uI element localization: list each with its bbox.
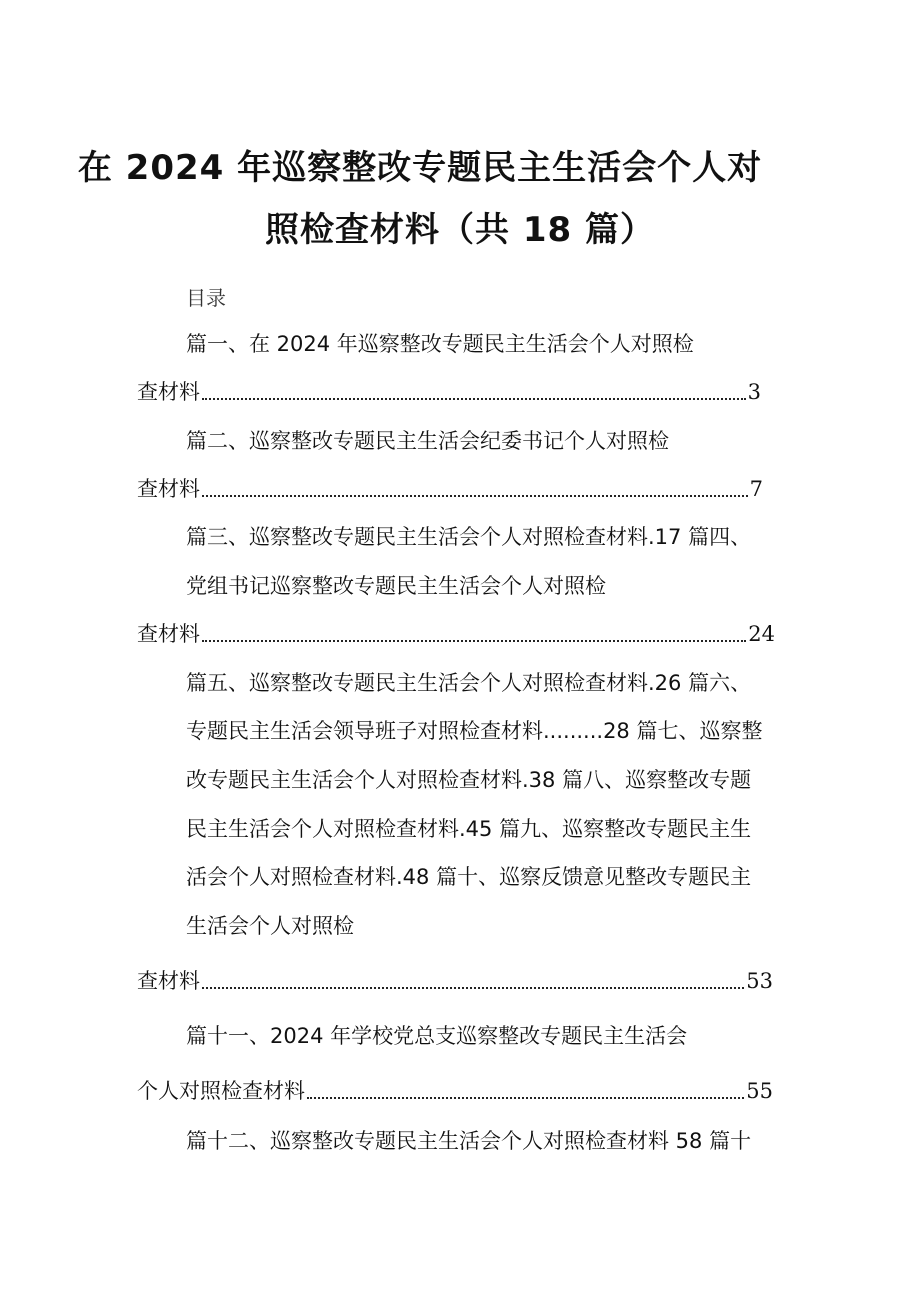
dot-leader — [202, 398, 746, 400]
document-title-line-1: 在 2024 年巡察整改专题民主生活会个人对 — [77, 148, 763, 188]
toc-entry-text: 查材料 — [137, 622, 200, 646]
toc-line: 篇二、巡察整改专题民主生活会纪委书记个人对照检 — [186, 429, 669, 453]
dot-leader — [307, 1097, 744, 1099]
toc-line: 篇三、巡察整改专题民主生活会个人对照检查材料.17 篇四、 — [186, 525, 752, 549]
toc-line: 篇五、巡察整改专题民主生活会个人对照检查材料.26 篇六、 — [186, 671, 752, 695]
toc-page-number: 24 — [748, 622, 775, 646]
toc-line: 党组书记巡察整改专题民主生活会个人对照检 — [186, 574, 606, 598]
toc-entry-text: 查材料 — [137, 969, 200, 993]
toc-line: 生活会个人对照检 — [186, 914, 354, 938]
toc-entry-row[interactable] — [137, 378, 761, 406]
toc-line: 改专题民主生活会个人对照检查材料.38 篇八、巡察整改专题 — [186, 768, 752, 792]
dot-leader — [202, 987, 744, 989]
toc-page-number: 7 — [749, 477, 763, 501]
dot-leader — [202, 495, 748, 497]
toc-page-number: 3 — [747, 380, 761, 404]
toc-entry-text: 查材料 — [137, 380, 200, 404]
toc-entry-row[interactable] — [137, 967, 773, 995]
toc-line: 专题民主生活会领导班子对照检查材料.........28 篇七、巡察整 — [186, 719, 763, 743]
toc-line: 篇十二、巡察整改专题民主生活会个人对照检查材料 58 篇十 — [186, 1129, 752, 1153]
toc-line: 篇一、在 2024 年巡察整改专题民主生活会个人对照检 — [186, 332, 694, 356]
toc-line: 民主生活会个人对照检查材料.45 篇九、巡察整改专题民主生 — [186, 817, 752, 841]
toc-entry-row[interactable] — [137, 475, 763, 503]
toc-page-number: 53 — [746, 969, 773, 993]
toc-entry-text: 查材料 — [137, 477, 200, 501]
toc-entry-row[interactable] — [137, 620, 775, 648]
dot-leader — [202, 640, 746, 642]
toc-line: 活会个人对照检查材料.48 篇十、巡察反馈意见整改专题民主 — [186, 865, 752, 889]
toc-entry-row[interactable] — [137, 1077, 773, 1105]
document-title-line-2: 照检查材料（共 18 篇） — [265, 210, 655, 250]
toc-line: 篇十一、2024 年学校党总支巡察整改专题民主生活会 — [186, 1024, 688, 1048]
toc-label: 目录 — [186, 286, 226, 310]
toc-page-number: 55 — [746, 1079, 773, 1103]
toc-entry-text: 个人对照检查材料 — [137, 1079, 305, 1103]
